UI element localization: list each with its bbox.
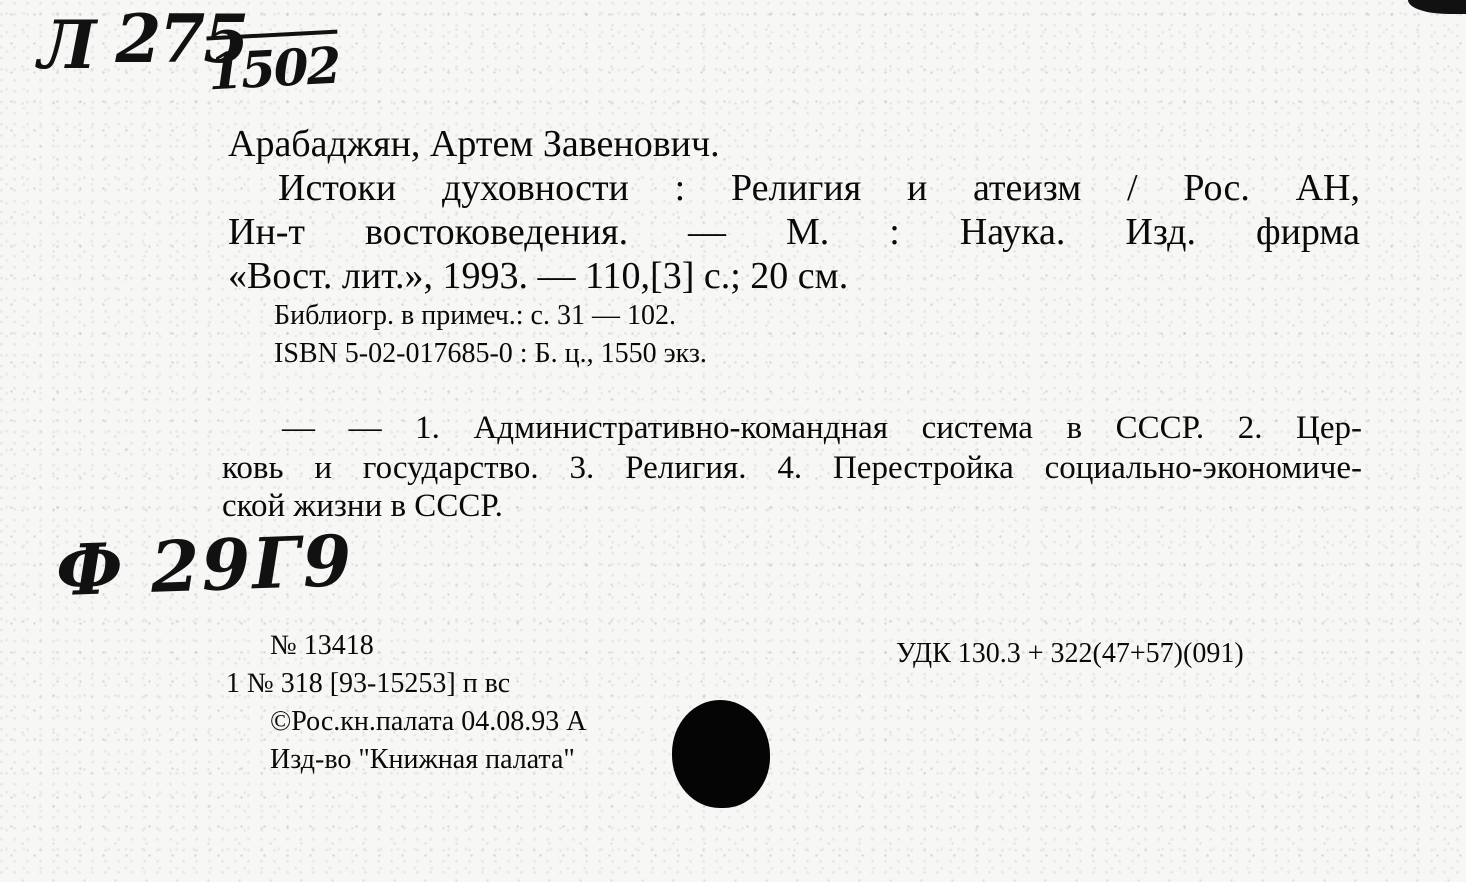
subjects-line-2: ковь и государство. 3. Религия. 4. Перестройка социально-экономиче- bbox=[222, 450, 1362, 486]
record-title-line-3: «Вост. лит.», 1993. — 110,[3] с.; 20 см. bbox=[228, 255, 849, 297]
imprint-number-1: № 13418 bbox=[270, 630, 374, 661]
card-corner-mark bbox=[1408, 0, 1466, 14]
ink-blot-stamp bbox=[672, 700, 770, 808]
record-title-line-1: Истоки духовности : Религия и атеизм / Рос. АН, bbox=[278, 167, 1360, 209]
record-author: Арабаджян, Артем Завенович. bbox=[228, 123, 720, 165]
imprint-copyright: ©Рос.кн.палата 04.08.93 А bbox=[270, 706, 587, 737]
shelf-number-top: 275 bbox=[115, 0, 248, 78]
imprint-publisher: Изд-во "Книжная палата" bbox=[270, 744, 575, 775]
record-title-line-2: Ин-т востоковедения. — М. : Наука. Изд. фирма bbox=[228, 211, 1360, 253]
handwritten-shelf-code bbox=[38, 0, 399, 102]
record-isbn: ISBN 5-02-017685-0 : Б. ц., 1550 экз. bbox=[274, 338, 707, 369]
udk-classification: УДК 130.3 + 322(47+57)(091) bbox=[896, 638, 1244, 669]
subjects-line-3: ской жизни в СССР. bbox=[222, 488, 503, 524]
shelf-mark-letter: Л bbox=[38, 6, 95, 84]
subjects-line-1: — — 1. Административно-командная система в СССР. 2. Цер- bbox=[282, 410, 1362, 446]
handwritten-fund-code: Ф 29Г9 bbox=[54, 518, 355, 613]
record-bibliography: Библиогр. в примеч.: с. 31 — 102. bbox=[274, 300, 676, 331]
imprint-number-2: 1 № 318 [93-15253] п вс bbox=[226, 668, 511, 699]
shelf-fraction bbox=[115, 0, 399, 102]
shelf-number-bottom: 1502 bbox=[207, 30, 341, 102]
